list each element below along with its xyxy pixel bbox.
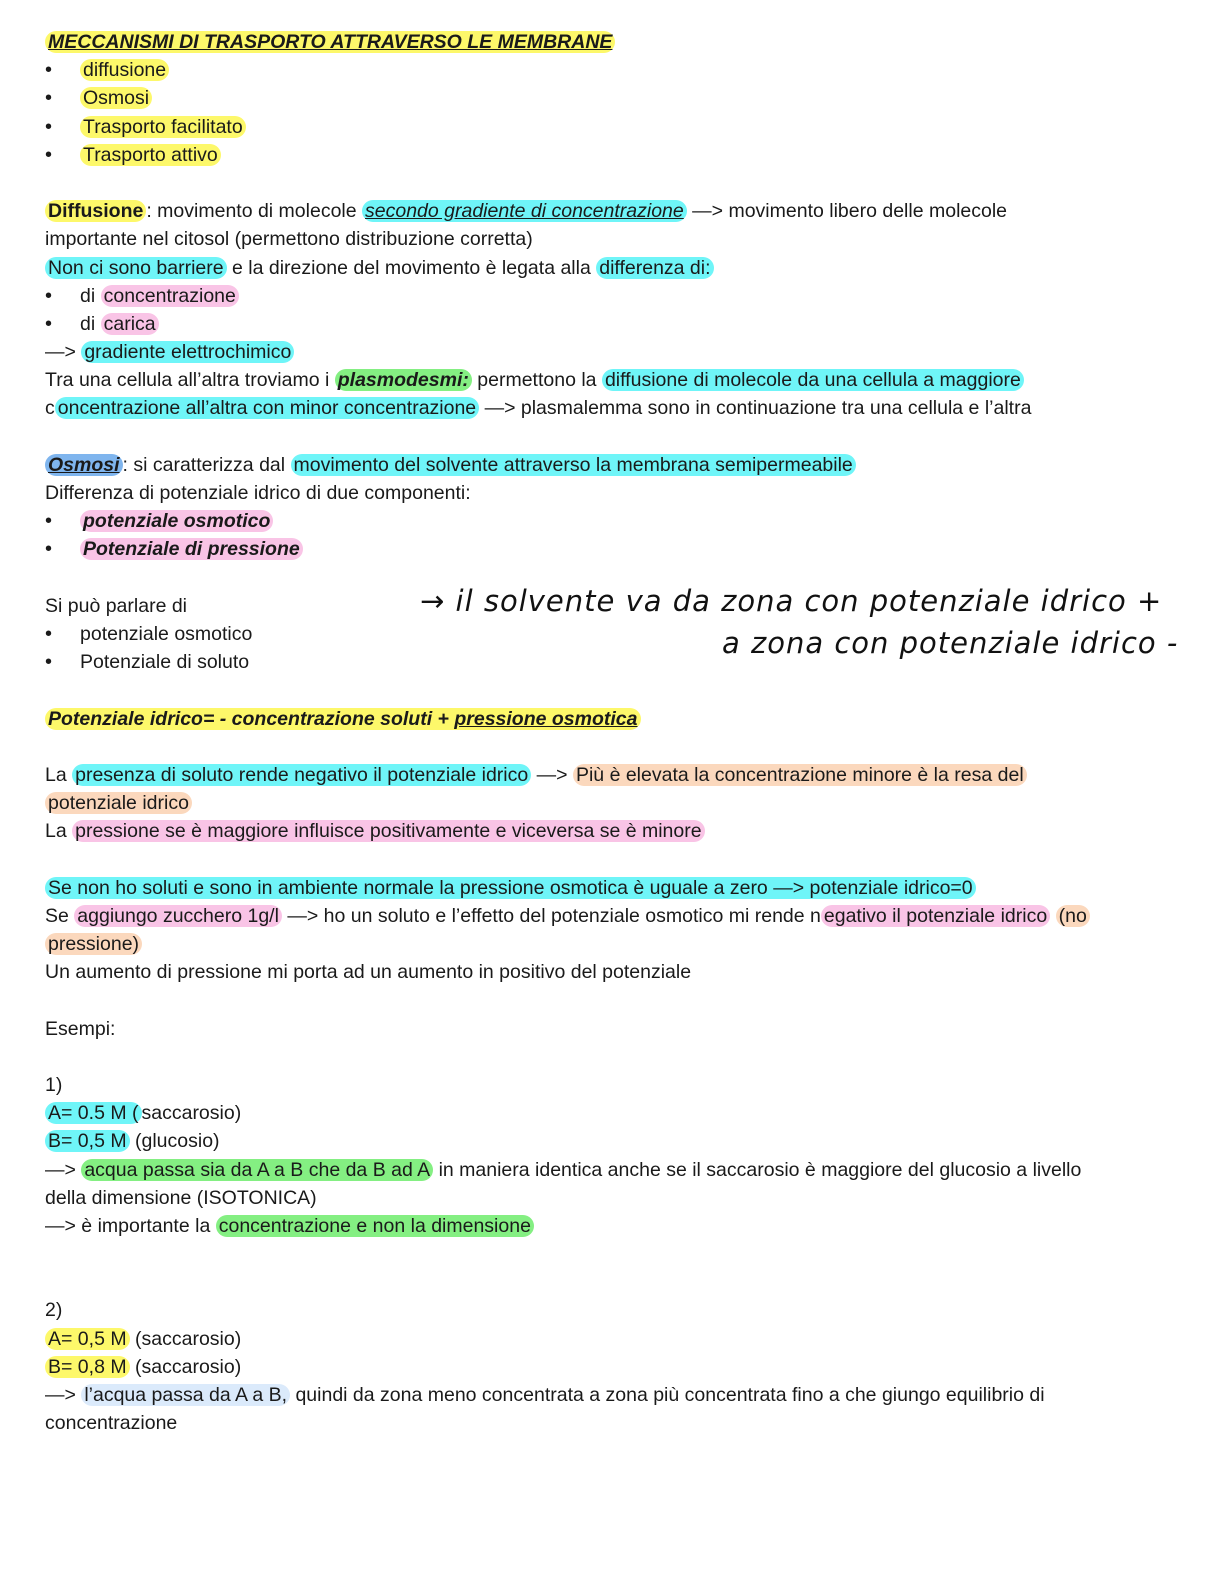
- highlight: B= 0,8 M: [45, 1356, 130, 1378]
- text: —> ho un soluto e l’effetto del potenziale osmotico mi rende n: [281, 904, 821, 927]
- mechanism-item: diffusione: [80, 59, 169, 81]
- highlight: oncentrazione all’altra con minor concentrazione: [55, 397, 479, 419]
- arrow-text: —>: [45, 1158, 82, 1181]
- text-line: [45, 1212, 1195, 1240]
- text: quindi da zona meno concentrata a zona più concentrata fino a che giungo equilibrio di: [290, 1384, 1045, 1406]
- formula-line: [45, 705, 1195, 733]
- text-line: [45, 874, 1195, 902]
- text: La: [45, 820, 73, 843]
- osmosi-term: Osmosi: [45, 454, 123, 476]
- text-line: [45, 1099, 1195, 1127]
- text: La: [45, 763, 73, 786]
- text: e la direzione del movimento è legata alla: [226, 256, 597, 279]
- text: permettono la: [471, 369, 602, 392]
- highlight: Se non ho soluti e sono in ambiente normale la pressione osmotica è uguale a zero —> potenziale idrico=0: [45, 877, 976, 899]
- example-number: 1): [45, 1073, 63, 1096]
- text-line: [45, 1381, 1195, 1409]
- highlight: gradiente elettrochimico: [81, 341, 294, 363]
- highlight: egativo il potenziale idrico: [821, 905, 1050, 927]
- highlight: presenza di soluto rende negativo il potenziale idrico: [72, 764, 531, 786]
- handwritten-note-line2: a zona con potenziale idrico -: [722, 626, 1179, 660]
- text-line: [45, 902, 1195, 930]
- handwritten-note-line1: → il solvente va da zona con potenziale idrico +: [420, 584, 1163, 618]
- highlight: A= 0,5 M: [45, 1328, 130, 1350]
- text-line: [45, 817, 1195, 845]
- highlight: secondo gradiente di concentrazione: [362, 200, 687, 222]
- mechanism-item: Osmosi: [80, 87, 152, 109]
- text: c: [45, 397, 55, 420]
- formula: [45, 708, 641, 730]
- text: —> è importante la: [45, 1214, 216, 1237]
- text-line: [45, 1325, 1195, 1353]
- highlight: potenziale idrico: [45, 792, 192, 814]
- highlight: Non ci sono barriere: [45, 257, 227, 279]
- text-line: [45, 1353, 1195, 1381]
- esempi-label: Esempi:: [45, 1017, 116, 1040]
- text-line: [45, 789, 1195, 817]
- highlight: B= 0,5 M: [45, 1130, 130, 1152]
- highlight: concentrazione: [101, 285, 239, 307]
- text: [1050, 905, 1055, 927]
- list-item: [45, 310, 1195, 338]
- list-item: [45, 84, 1195, 112]
- text: di: [80, 284, 101, 307]
- text: —> movimento libero delle molecole: [686, 200, 1008, 223]
- highlight: diffusione di molecole da una cellula a maggiore: [602, 369, 1024, 391]
- highlight: Potenziale di pressione: [80, 538, 303, 560]
- diffusione-definition: [45, 197, 1195, 225]
- mechanism-item: Trasporto facilitato: [80, 116, 246, 138]
- text-line: importante nel citosol (permettono distribuzione corretta): [45, 228, 533, 251]
- notes-page: [45, 28, 1195, 1437]
- text: —> plasmalemma sono in continuazione tra una cellula e l’altra: [479, 397, 1032, 420]
- highlight: pressione): [45, 933, 142, 955]
- text: (saccarosio): [129, 1355, 242, 1378]
- text: —>: [531, 763, 573, 786]
- highlight: Più è elevata la concentrazione minore è la resa del: [573, 764, 1027, 786]
- text: Tra una cellula all’altra troviamo i: [45, 369, 335, 392]
- text-line: Si può parlare di: [45, 594, 188, 617]
- arrow-text: —>: [45, 1384, 82, 1406]
- page-title: MECCANISMI DI TRASPORTO ATTRAVERSO LE MEMBRANE: [45, 31, 615, 53]
- list-item: • potenziale osmotico: [45, 620, 1195, 648]
- text: (glucosio): [129, 1130, 220, 1153]
- highlight: movimento del solvente attraverso la membrana semipermeabile: [291, 454, 856, 476]
- list-item: [45, 507, 1195, 535]
- highlight: carica: [101, 313, 159, 335]
- arrow-text: —>: [45, 341, 82, 364]
- text: : si caratterizza dal: [122, 453, 291, 476]
- text-line: [45, 338, 1195, 366]
- list-item: [45, 282, 1195, 310]
- text-line: [45, 930, 1195, 958]
- text: : movimento di molecole: [146, 200, 363, 223]
- text-line: concentrazione: [45, 1412, 178, 1435]
- text: saccarosio): [141, 1102, 242, 1125]
- list-item: [45, 535, 1195, 563]
- text-line: [45, 761, 1195, 789]
- highlight: acqua passa sia da A a B che da B ad A: [81, 1159, 433, 1181]
- text-line: della dimensione (ISOTONICA): [45, 1186, 317, 1209]
- text-line: Differenza di potenziale idrico di due componenti:: [45, 482, 471, 504]
- highlight: (no: [1056, 905, 1090, 927]
- highlight: potenziale osmotico: [80, 510, 273, 532]
- highlight: differenza di:: [596, 257, 713, 279]
- list-item: [45, 113, 1195, 141]
- text-line: [45, 1127, 1195, 1155]
- text: in maniera identica anche se il saccarosio è maggiore del glucosio a livello: [433, 1158, 1082, 1181]
- text: di: [80, 312, 101, 335]
- diffusione-term: Diffusione: [45, 200, 146, 222]
- highlight: A= 0.5 M (: [45, 1102, 142, 1124]
- text-line: Un aumento di pressione mi porta ad un aumento in positivo del potenziale: [45, 961, 692, 984]
- formula-part: Potenziale idrico= - concentrazione soluti +: [48, 707, 455, 730]
- formula-part: pressione osmotica: [454, 707, 638, 730]
- highlight: aggiungo zucchero 1g/l: [74, 905, 282, 927]
- list-item: [45, 56, 1195, 84]
- highlight: pressione se è maggiore influisce positivamente e viceversa se è minore: [72, 820, 704, 842]
- highlight: l’acqua passa da A a B,: [81, 1384, 290, 1406]
- example-number: 2): [45, 1299, 63, 1322]
- text: (saccarosio): [129, 1327, 242, 1350]
- list-item: [45, 141, 1195, 169]
- highlight: concentrazione e non la dimensione: [216, 1215, 534, 1237]
- text-line: [45, 254, 1195, 282]
- text: Se: [45, 904, 75, 927]
- title-line: [45, 28, 1195, 56]
- plasmodesmi-term: plasmodesmi:: [335, 369, 472, 391]
- list-item: • Potenziale di soluto: [45, 648, 1195, 676]
- text-line: [45, 1156, 1195, 1184]
- text-line: [45, 366, 1195, 394]
- text-line: [45, 394, 1195, 422]
- osmosi-definition: [45, 451, 1195, 479]
- mechanism-item: Trasporto attivo: [80, 144, 221, 166]
